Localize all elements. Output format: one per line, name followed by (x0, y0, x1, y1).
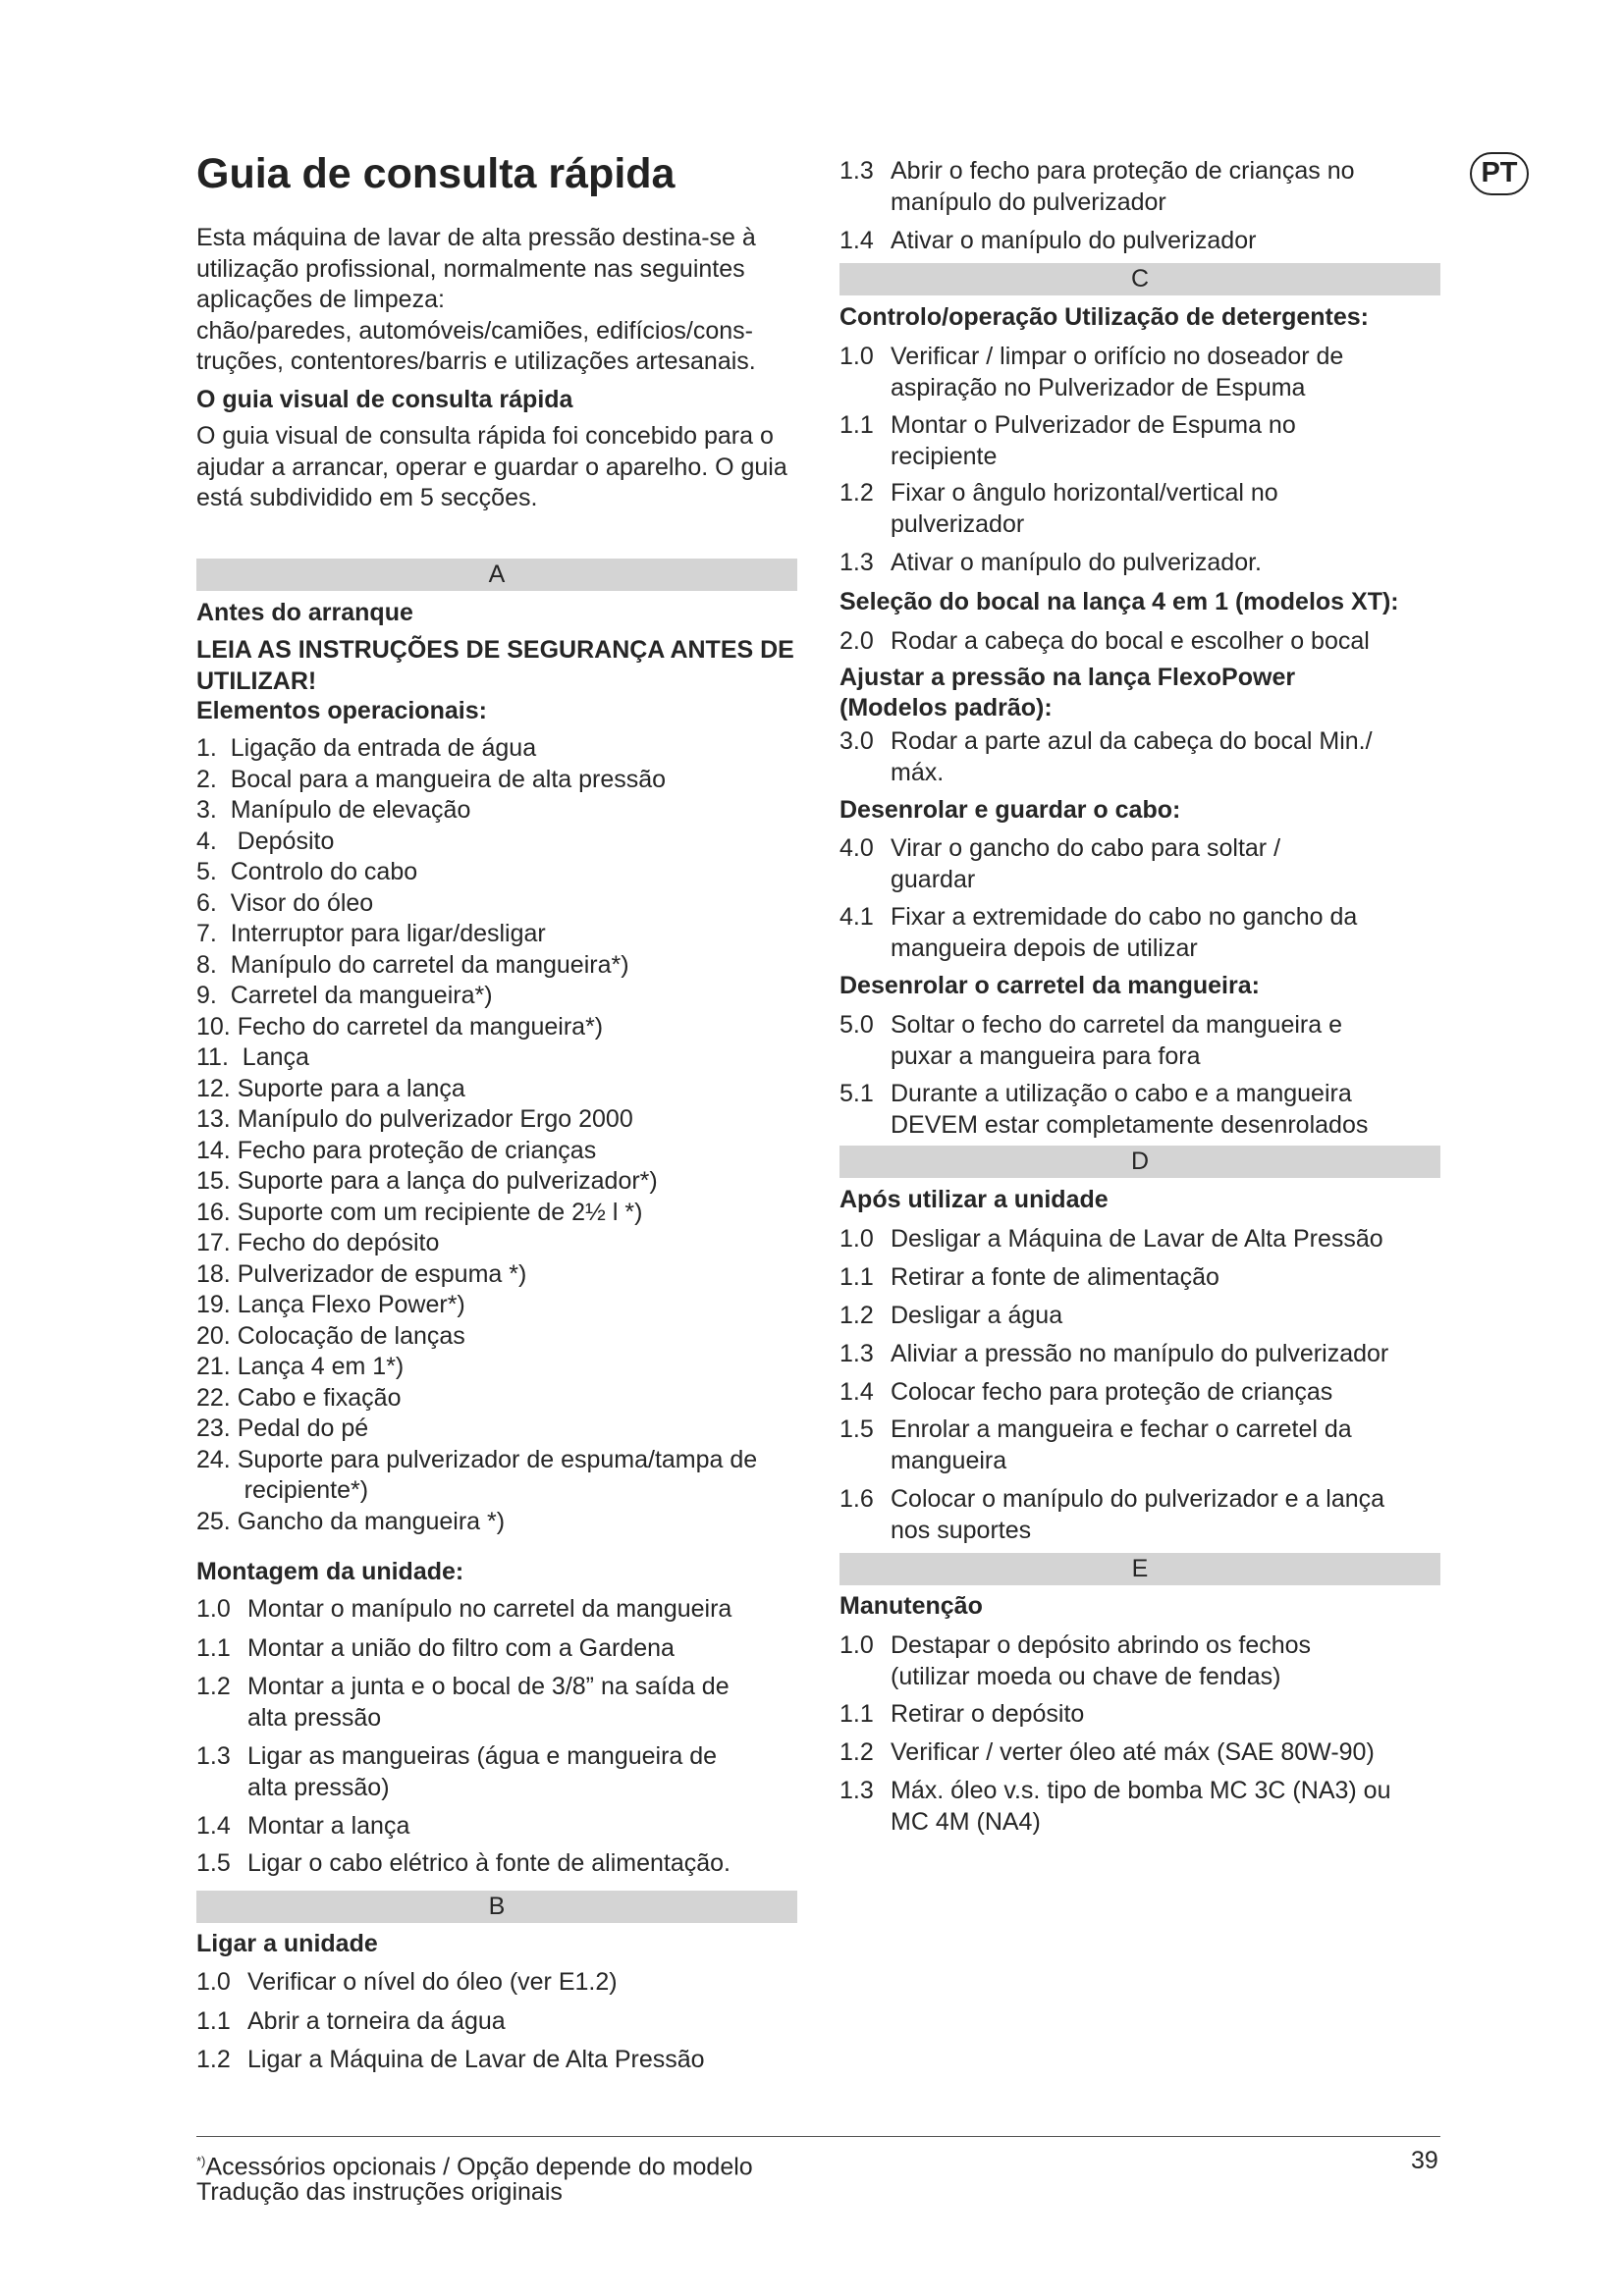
list-item: 14. Fecho para proteção de crianças (196, 1136, 597, 1164)
section-a-bar: A (196, 559, 797, 591)
list-item: 13. Manípulo do pulverizador Ergo 2000 (196, 1105, 633, 1133)
list-item: 1. Ligação da entrada de água (196, 734, 537, 762)
section-b-bar: B (196, 1891, 797, 1923)
footer-divider (196, 2136, 1440, 2137)
list-item: 22. Cabo e fixação (196, 1383, 402, 1412)
step-text: Ligar as mangueiras (água e mangueira de alta pressão) (247, 1742, 718, 1801)
step-text: Durante a utilização o cabo e a mangueira DEVEM estar completamente desenrolados (891, 1080, 1369, 1139)
step-number: 1.6 (839, 1485, 874, 1513)
footer-note-text: Acessórios opcionais / Opção depende do modelo (205, 2153, 753, 2181)
list-item (196, 2006, 848, 2038)
list-item (839, 410, 1491, 472)
list-item (839, 1301, 1491, 1332)
list-item (196, 1741, 848, 1803)
elements-heading: Elementos operacionais: (196, 697, 487, 724)
list-item (839, 1699, 1491, 1731)
list-item (196, 1594, 848, 1626)
section-e-heading: Manutenção (839, 1592, 983, 1620)
step-text: Soltar o fecho do carretel da mangueira e puxar a mangueira para fora (891, 1011, 1342, 1070)
list-item: 8. Manípulo do carretel da mangueira*) (196, 950, 629, 979)
safety-warning: LEIA AS INSTRUÇÕES DE SEGURANÇA ANTES DE UTILIZAR! (196, 636, 794, 695)
step-number: 1.0 (196, 1968, 231, 1996)
step-number: 1.4 (839, 1378, 874, 1406)
list-item (839, 1776, 1491, 1838)
list-item: 25. Gancho da mangueira *) (196, 1507, 506, 1535)
step-text: Montar o Pulverizador de Espuma no recipiente (891, 411, 1296, 470)
list-item (839, 1262, 1491, 1294)
list-item (839, 1737, 1491, 1769)
step-text: Colocar o manípulo do pulverizador e a lança nos suportes (891, 1485, 1385, 1544)
step-number: 4.0 (839, 834, 874, 862)
list-item (839, 478, 1491, 540)
list-item (839, 1415, 1491, 1476)
step-text: Desligar a água (891, 1302, 1063, 1329)
step-number: 1.0 (839, 1631, 874, 1659)
step-number: 1.0 (839, 343, 874, 370)
step-number: 1.4 (839, 227, 874, 254)
step-text: Verificar / verter óleo até máx (SAE 80W-90) (891, 1738, 1375, 1766)
list-item (839, 226, 1491, 257)
step-number: 1.0 (839, 1225, 874, 1253)
step-text: Desligar a Máquina de Lavar de Alta Pressão (891, 1225, 1383, 1253)
list-item (839, 156, 1491, 218)
section-a-heading: Antes do arranque (196, 599, 413, 626)
step-text: Montar a junta e o bocal de 3/8” na saída de alta pressão (247, 1673, 730, 1732)
step-text: Máx. óleo v.s. tipo de bomba MC 3C (NA3) ou MC 4M (NA4) (891, 1777, 1391, 1836)
list-item (196, 1672, 848, 1734)
list-item (196, 2045, 848, 2076)
step-number: 4.1 (839, 903, 874, 931)
list-item (839, 1339, 1491, 1370)
list-item: 5. Controlo do cabo (196, 858, 418, 885)
step-text: Retirar o depósito (891, 1700, 1085, 1728)
list-item: recipiente*) (196, 1476, 369, 1504)
step-text: Rodar a cabeça do bocal e escolher o bocal (891, 627, 1370, 655)
list-item (839, 548, 1491, 579)
list-item: 9. Carretel da mangueira*) (196, 982, 493, 1009)
list-item: 2. Bocal para a mangueira de alta pressão (196, 765, 667, 793)
step-number: 1.3 (196, 1742, 231, 1770)
step-number: 5.0 (839, 1011, 874, 1039)
step-text: Ligar a Máquina de Lavar de Alta Pressão (247, 2046, 705, 2073)
list-item: 10. Fecho do carretel da mangueira*) (196, 1012, 604, 1041)
step-number: 1.3 (839, 157, 874, 185)
assembly-heading: Montagem da unidade: (196, 1558, 464, 1585)
list-item: 21. Lança 4 em 1*) (196, 1353, 405, 1380)
list-item (839, 726, 1491, 788)
pressure-heading: Ajustar a pressão na lança FlexoPower (839, 664, 1296, 691)
step-number: 1.2 (196, 2046, 231, 2073)
language-badge: PT (1470, 152, 1529, 195)
step-text: Enrolar a mangueira e fechar o carretel da mangueira (891, 1415, 1352, 1474)
section-c-heading: Controlo/operação Utilização de detergentes: (839, 303, 1369, 331)
step-number: 1.4 (196, 1812, 231, 1840)
step-text: Fixar a extremidade do cabo no gancho da mangueira depois de utilizar (891, 903, 1358, 962)
step-number: 3.0 (839, 727, 874, 755)
step-text: Rodar a parte azul da cabeça do bocal Min./ máx. (891, 727, 1373, 786)
step-text: Abrir o fecho para proteção de crianças no manípulo do pulverizador (891, 157, 1355, 216)
list-item (196, 1811, 848, 1842)
list-item: 18. Pulverizador de espuma *) (196, 1259, 527, 1288)
list-item: 6. Visor do óleo (196, 888, 374, 917)
list-item: 12. Suporte para a lança (196, 1074, 465, 1102)
page-title: Guia de consulta rápida (196, 150, 676, 197)
step-number: 1.2 (839, 1738, 874, 1766)
list-item: 17. Fecho do depósito (196, 1229, 440, 1256)
list-item: 23. Pedal do pé (196, 1415, 369, 1442)
step-text: Verificar o nível do óleo (ver E1.2) (247, 1968, 618, 1996)
step-number: 1.3 (839, 1777, 874, 1804)
step-text: Retirar a fonte de alimentação (891, 1263, 1219, 1291)
step-text: Ativar o manípulo do pulverizador. (891, 549, 1262, 576)
step-text: Verificar / limpar o orifício no doseador de aspiração no Pulverizador de Espuma (891, 343, 1344, 401)
list-item (196, 1848, 848, 1880)
step-number: 1.3 (839, 549, 874, 576)
step-number: 1.1 (196, 2007, 231, 2035)
cable-heading: Desenrolar e guardar o cabo: (839, 796, 1181, 824)
step-number: 1.2 (196, 1673, 231, 1700)
section-d-heading: Após utilizar a unidade (839, 1186, 1109, 1213)
list-item (196, 1967, 848, 1999)
step-number: 1.1 (839, 411, 874, 439)
step-text: Montar o manípulo no carretel da mangueira (247, 1595, 732, 1623)
step-number: 1.1 (196, 1634, 231, 1662)
step-text: Fixar o ângulo horizontal/vertical no pulverizador (891, 479, 1278, 538)
step-text: Aliviar a pressão no manípulo do pulverizador (891, 1340, 1389, 1367)
section-e-bar: E (839, 1553, 1440, 1585)
step-text: Destapar o depósito abrindo os fechos (utilizar moeda ou chave de fendas) (891, 1631, 1312, 1690)
section-d-bar: D (839, 1146, 1440, 1178)
list-item: 3. Manípulo de elevação (196, 796, 471, 824)
step-number: 1.2 (839, 1302, 874, 1329)
list-item: 24. Suporte para pulverizador de espuma/tampa de (196, 1445, 758, 1473)
list-item: 15. Suporte para a lança do pulverizador*) (196, 1167, 658, 1195)
step-number: 1.1 (839, 1263, 874, 1291)
list-item (839, 1484, 1491, 1546)
step-number: 1.3 (839, 1340, 874, 1367)
list-item: 16. Suporte com um recipiente de 2½ l *) (196, 1198, 643, 1226)
section-c-bar: C (839, 263, 1440, 295)
step-text: Colocar fecho para proteção de crianças (891, 1378, 1333, 1406)
pressure-heading-models: (Modelos padrão): (839, 694, 1053, 721)
step-text: Montar a união do filtro com a Gardena (247, 1634, 675, 1662)
step-number: 2.0 (839, 627, 874, 655)
page-number: 39 (1411, 2147, 1438, 2174)
list-item (839, 1079, 1491, 1141)
section-b-heading: Ligar a unidade (196, 1930, 378, 1957)
footnote-mark: *) (196, 2154, 206, 2168)
step-number: 1.5 (839, 1415, 874, 1443)
step-number: 5.1 (839, 1080, 874, 1107)
list-item (839, 902, 1491, 964)
list-item (839, 1010, 1491, 1072)
nozzle-heading: Seleção do bocal na lança 4 em 1 (modelos XT): (839, 588, 1399, 615)
intro-paragraph: Esta máquina de lavar de alta pressão destina-se à utilização profissional, normalmente nas seguintes aplicações de limpeza: chão/paredes, automóveis/camiões, edifícios/cons-truções, contentores/barris e utilizações artesanais. (196, 224, 756, 375)
list-item: 20. Colocação de lanças (196, 1321, 465, 1350)
list-item: 4. Depósito (196, 827, 335, 855)
list-item (839, 342, 1491, 403)
footer-translation: Tradução das instruções originais (196, 2178, 563, 2206)
list-item (839, 1630, 1491, 1692)
step-number: 1.0 (196, 1595, 231, 1623)
step-number: 1.1 (839, 1700, 874, 1728)
list-item (196, 1633, 848, 1665)
step-text: Abrir a torneira da água (247, 2007, 506, 2035)
reel-heading: Desenrolar o carretel da mangueira: (839, 972, 1260, 999)
step-text: Montar a lança (247, 1812, 410, 1840)
visual-guide-text: O guia visual de consulta rápida foi concebido para o ajudar a arrancar, operar e guardar o aparelho. O guia está subdividido em 5 secções. (196, 422, 787, 511)
step-number: 1.5 (196, 1849, 231, 1877)
list-item: 7. Interruptor para ligar/desligar (196, 920, 546, 947)
step-text: Ligar o cabo elétrico à fonte de alimentação. (247, 1849, 731, 1877)
list-item (839, 1377, 1491, 1409)
list-item (839, 626, 1491, 658)
list-item: 19. Lança Flexo Power*) (196, 1291, 465, 1318)
elements-list (196, 733, 797, 1537)
list-item: 11. Lança (196, 1043, 309, 1071)
step-text: Virar o gancho do cabo para soltar / guardar (891, 834, 1281, 893)
list-item (839, 833, 1491, 895)
step-number: 1.2 (839, 479, 874, 507)
visual-guide-heading: O guia visual de consulta rápida (196, 386, 573, 413)
step-text: Ativar o manípulo do pulverizador (891, 227, 1257, 254)
list-item (839, 1224, 1491, 1255)
